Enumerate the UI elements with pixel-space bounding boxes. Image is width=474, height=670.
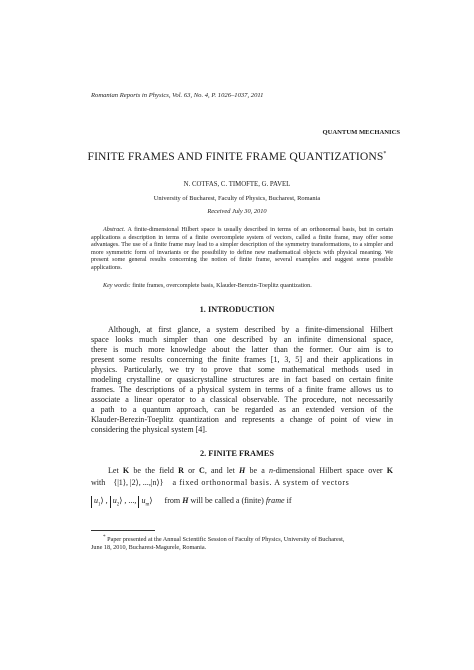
vector-index: 2	[116, 502, 120, 508]
ket-vector	[138, 496, 153, 508]
text: if	[286, 496, 292, 505]
footnote-divider	[91, 530, 155, 531]
text: , and let	[204, 466, 235, 475]
abstract-label: Abstract.	[103, 227, 126, 233]
paragraph-line: associate a linear operator to a classical observable. The procedure, not necessarily	[91, 394, 393, 404]
field-symbol: K	[386, 466, 394, 475]
text: Let	[108, 466, 119, 475]
text: a fixed orthonormal basis. A system of vectors	[172, 478, 350, 487]
authors: N. COTFAS, C. TIMOFTE, G. PAVEL	[183, 181, 291, 188]
vector-symbol: u	[141, 496, 146, 505]
text: be the field	[133, 466, 174, 475]
text: will be called a (finite)	[190, 496, 264, 505]
frames-line-1	[91, 466, 393, 475]
dimension-symbol: n	[269, 466, 274, 475]
paragraph-line: a path to a quantum approach, can be regarded as an extended version of the	[91, 404, 393, 414]
introduction-paragraph	[91, 325, 393, 434]
keywords	[91, 283, 393, 289]
paragraph-line: frames. The descriptions of a physical system in terms of a finite frame allows us to	[91, 384, 393, 394]
paragraph-line: Klauder-Berezin-Toeplitz quantization and represents a change of point of view in	[91, 414, 393, 424]
emphasis: frame	[265, 496, 285, 505]
field-symbol: C	[199, 466, 205, 475]
footnote-line	[91, 533, 393, 544]
text: with	[91, 478, 106, 487]
paragraph-line: Although, at first glance, a system described by a finite-dimensional Hilbert	[108, 325, 393, 334]
paragraph-line: physics. Particularly, we try to prove that some mathematical methods used in	[91, 364, 393, 374]
section-heading-introduction: 1. INTRODUCTION	[199, 305, 275, 314]
affiliation: University of Bucharest, Faculty of Physics, Bucharest, Romania	[153, 195, 321, 202]
frames-line-3	[91, 496, 393, 508]
footnote	[91, 533, 393, 552]
journal-header: Romanian Reports in Physics, Vol. 63, No. 4, P. 1026–1037, 2011	[91, 92, 264, 99]
paragraph-line: modeling crystalline or quasicrystalline structures are in fact based on certain finite	[91, 374, 393, 384]
frames-line-2	[91, 478, 393, 487]
vector-symbol: u	[94, 496, 99, 505]
section-heading-finite-frames: 2. FINITE FRAMES	[200, 449, 274, 458]
abstract-text: A finite-dimensional Hilbert space is usually described in terms of an orthonormal basis, but in certain applications a description in terms of a finite overcomplete system of vectors, called a finite frame, may offer some advantages. The use of a finite frame may lead to a simpler description of the symmetry transformations, to a simpler and more symmetric form of invariants or the possibility to define new mathematical objects with physical meaning. We present some general results concerning the notion of finite frame, several examples and suggest some possible applications.	[91, 227, 393, 271]
ket-vector	[110, 496, 124, 508]
field-symbol: K	[122, 466, 130, 475]
footnote-text: Paper presented at the Annual Scientific Session of Faculty of Physics, University of Bucharest,	[107, 536, 345, 544]
footnote-marker: *	[103, 534, 106, 540]
vector-symbol: u	[112, 496, 117, 505]
footnote-line: June 18, 2010, Bucharest-Magurele, Romania.	[91, 544, 207, 552]
space-symbol: H	[239, 466, 246, 475]
paragraph-line: there is much more knowledge about the latter than the former. Our aim is to	[91, 344, 393, 354]
paper-title	[0, 150, 474, 163]
text: from	[164, 496, 181, 505]
paragraph-line: space looks much simpler than one described by an infinite dimensional space,	[91, 334, 393, 344]
received-date: Received July 30, 2010	[207, 208, 267, 215]
vector-index: m	[145, 502, 150, 508]
vector-index: 1	[98, 502, 101, 508]
frame-vectors: $u_1$ ⟩, $u_2$ ⟩, ..., $u_m$ ⟩	[91, 496, 157, 505]
title-text: FINITE FRAMES AND FINITE FRAME QUANTIZATIONS	[87, 150, 384, 163]
ket-vector	[91, 496, 105, 508]
field-symbol: R	[178, 466, 184, 475]
abstract	[91, 227, 393, 273]
keywords-text: finite frames, overcomplete basis, Klauder-Berezin-Toeplitz quantization.	[132, 283, 312, 289]
section-tag: QUANTUM MECHANICS	[322, 129, 400, 136]
text: -dimensional Hilbert space over	[273, 466, 383, 475]
basis-set: {|1⟩, |2⟩, ...,|n⟩}	[113, 478, 164, 487]
text: or	[188, 466, 195, 475]
text: be a	[249, 466, 265, 475]
title-footnote-marker: *	[383, 151, 387, 158]
paragraph-line: present some results concerning the finite frames [1, 3, 5] and their applications in	[91, 354, 393, 364]
paragraph-line: considering the physical system [4].	[91, 424, 207, 434]
space-symbol: H	[182, 496, 189, 505]
keywords-label: Key words:	[103, 283, 131, 289]
